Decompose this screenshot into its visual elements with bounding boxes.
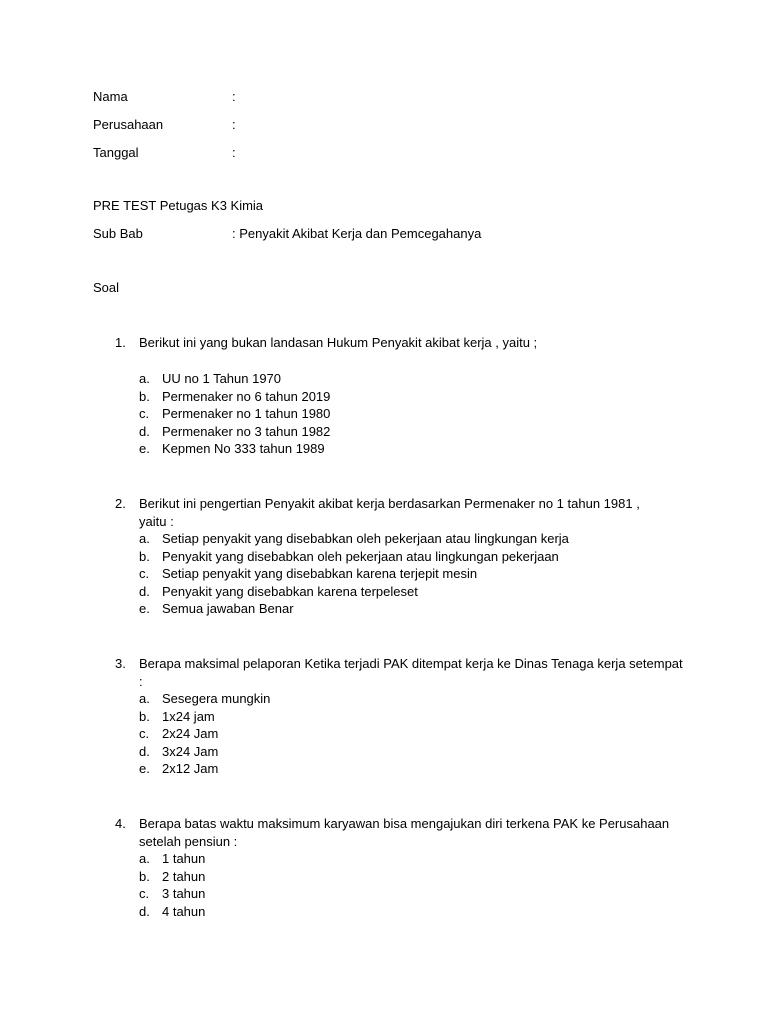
option-text: Permenaker no 6 tahun 2019	[162, 388, 331, 404]
option-letter: d.	[139, 903, 150, 919]
option-text: Kepmen No 333 tahun 1989	[162, 441, 325, 456]
option-letter: a.	[139, 851, 150, 866]
option-letter: c.	[139, 726, 150, 741]
option-text: Penyakit yang disebabkan karena terpeleset	[162, 583, 418, 599]
option-text: 2x12 Jam	[162, 761, 219, 776]
question-number: 1.	[115, 335, 126, 350]
question-number: 3.	[115, 656, 126, 671]
question-text: Berikut ini pengertian Penyakit akibat kerja berdasarkan Permenaker no 1 tahun 1981 ,	[139, 496, 640, 511]
option-text: 1x24 jam	[162, 708, 215, 724]
option-letter: c.	[139, 566, 150, 581]
question-number: 4.	[115, 816, 126, 831]
field-colon-perusahaan: :	[232, 117, 236, 132]
question-text-continued: setelah pensiun :	[139, 833, 238, 849]
option-letter: e.	[139, 601, 150, 616]
option-letter: b.	[139, 388, 150, 404]
field-label-tanggal: Tanggal	[93, 145, 139, 160]
option-letter: b.	[139, 708, 150, 724]
option-text: Permenaker no 1 tahun 1980	[162, 406, 331, 421]
option-text: Setiap penyakit yang disebabkan oleh pekerjaan atau lingkungan kerja	[162, 531, 569, 546]
option-text: 3 tahun	[162, 886, 206, 901]
document-title: PRE TEST Petugas K3 Kimia	[93, 198, 264, 213]
option-text: Semua jawaban Benar	[162, 601, 294, 616]
sub-bab-label: Sub Bab	[93, 226, 143, 241]
option-letter: d.	[139, 423, 150, 439]
field-label-perusahaan: Perusahaan	[93, 117, 164, 132]
option-text: Permenaker no 3 tahun 1982	[162, 423, 331, 439]
option-letter: d.	[139, 583, 150, 599]
soal-heading: Soal	[93, 280, 120, 295]
question-text-continued: :	[139, 673, 143, 689]
option-letter: e.	[139, 761, 150, 776]
field-colon-nama: :	[232, 89, 236, 104]
sub-bab-value: : Penyakit Akibat Kerja dan Pemcegahanya	[232, 226, 482, 241]
option-text: 2 tahun	[162, 868, 206, 884]
option-text: 3x24 Jam	[162, 743, 219, 759]
question-number: 2.	[115, 496, 126, 511]
option-letter: a.	[139, 691, 150, 706]
option-text: UU no 1 Tahun 1970	[162, 371, 282, 386]
option-text: 4 tahun	[162, 903, 206, 919]
option-letter: a.	[139, 371, 150, 386]
option-letter: e.	[139, 441, 150, 456]
question-text: Berapa maksimal pelaporan Ketika terjadi PAK ditempat kerja ke Dinas Tenaga kerja setempat	[139, 656, 683, 671]
option-text: 2x24 Jam	[162, 726, 219, 741]
option-text: 1 tahun	[162, 851, 206, 866]
option-text: Penyakit yang disebabkan oleh pekerjaan atau lingkungan pekerjaan	[162, 548, 559, 564]
field-colon-tanggal: :	[232, 145, 236, 160]
option-text: Sesegera mungkin	[162, 691, 271, 706]
question-text: Berikut ini yang bukan landasan Hukum Penyakit akibat kerja , yaitu ;	[139, 335, 538, 350]
option-letter: c.	[139, 886, 150, 901]
field-label-nama: Nama	[93, 89, 128, 104]
option-text: Setiap penyakit yang disebabkan karena terjepit mesin	[162, 566, 478, 581]
option-letter: b.	[139, 548, 150, 564]
option-letter: b.	[139, 868, 150, 884]
option-letter: c.	[139, 406, 150, 421]
option-letter: a.	[139, 531, 150, 546]
question-text: Berapa batas waktu maksimum karyawan bisa mengajukan diri terkena PAK ke Perusahaan	[139, 816, 670, 831]
option-letter: d.	[139, 743, 150, 759]
question-text-continued: yaitu :	[139, 513, 174, 529]
